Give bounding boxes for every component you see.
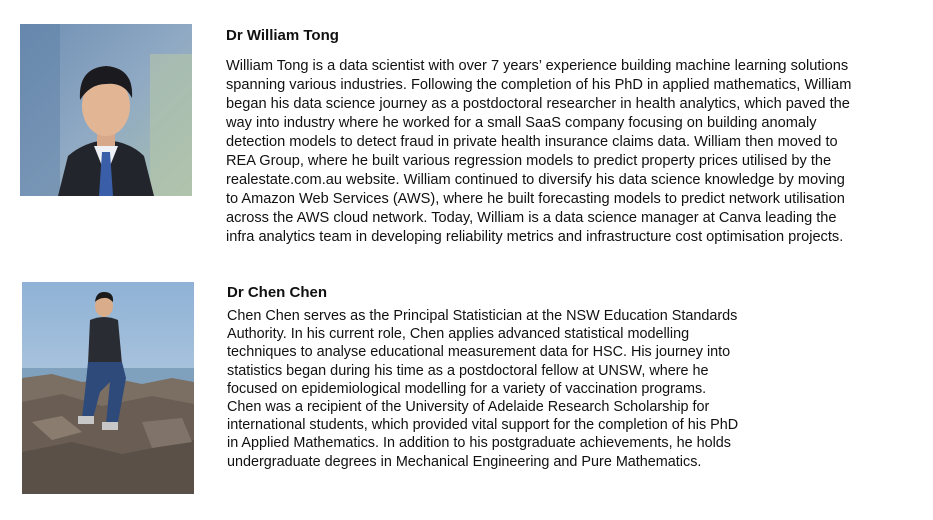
bio-line: Chen was a recipient of the University of Adelaide Research Scholarship for — [227, 399, 710, 416]
bio-line: to Amazon Web Services (AWS), where he built forecasting models to predict network utilisation — [226, 191, 845, 207]
bio-line: techniques to analyse educational measurement data for HSC. His journey into — [227, 344, 731, 361]
bio-line: Chen Chen serves as the Principal Statistician at the NSW Education Standards — [227, 308, 738, 324]
bio-line: detection models to detect fraud in private health insurance claims data. William then moved to — [226, 134, 838, 150]
profile-name: Dr Chen Chen — [227, 284, 328, 301]
bio-line: began his data science journey as a postdoctoral researcher in health analytics, which paved the — [226, 96, 850, 112]
profile-bio — [226, 57, 851, 247]
bio-line: focused on epidemiological modelling for a variety of vaccination programs. — [227, 380, 707, 397]
bio-line: William Tong is a data scientist with over 7 years’ experience building machine learning solutions — [226, 58, 849, 74]
bio-line: Authority. In his current role, Chen applies advanced statistical modelling — [227, 326, 690, 343]
bio-line: infra analytics team in developing reliability metrics and infrastructure cost optimisation projects. — [226, 229, 844, 245]
bio-line: international students, which provided vital support for the completion of his PhD — [227, 417, 739, 434]
bio-line: statistics began during his time as a postdoctoral fellow at UNSW, where he — [227, 362, 709, 379]
bio-line: spanning various industries. Following the completion of his PhD in applied mathematics, William — [226, 77, 852, 93]
profile-photo-chen-chen — [22, 282, 194, 494]
bio-line: realestate.com.au website. William continued to diversify his data science knowledge by moving — [226, 172, 845, 188]
bio-line: in Applied Mathematics. In addition to his postgraduate achievements, he holds — [227, 435, 731, 452]
profile-photo-william-tong — [20, 24, 192, 196]
bio-line: undergraduate degrees in Mechanical Engineering and Pure Mathematics. — [227, 453, 702, 470]
bio-line: way into industry where he worked for a small SaaS company focusing on building anomaly — [226, 115, 817, 131]
bio-line: REA Group, where he built various regression models to predict property prices utilised by the — [226, 153, 832, 169]
profile-name: Dr William Tong — [226, 27, 339, 44]
profile-bio — [227, 307, 738, 471]
bio-line: across the AWS cloud network. Today, William is a data science manager at Canva leading the — [226, 210, 837, 226]
